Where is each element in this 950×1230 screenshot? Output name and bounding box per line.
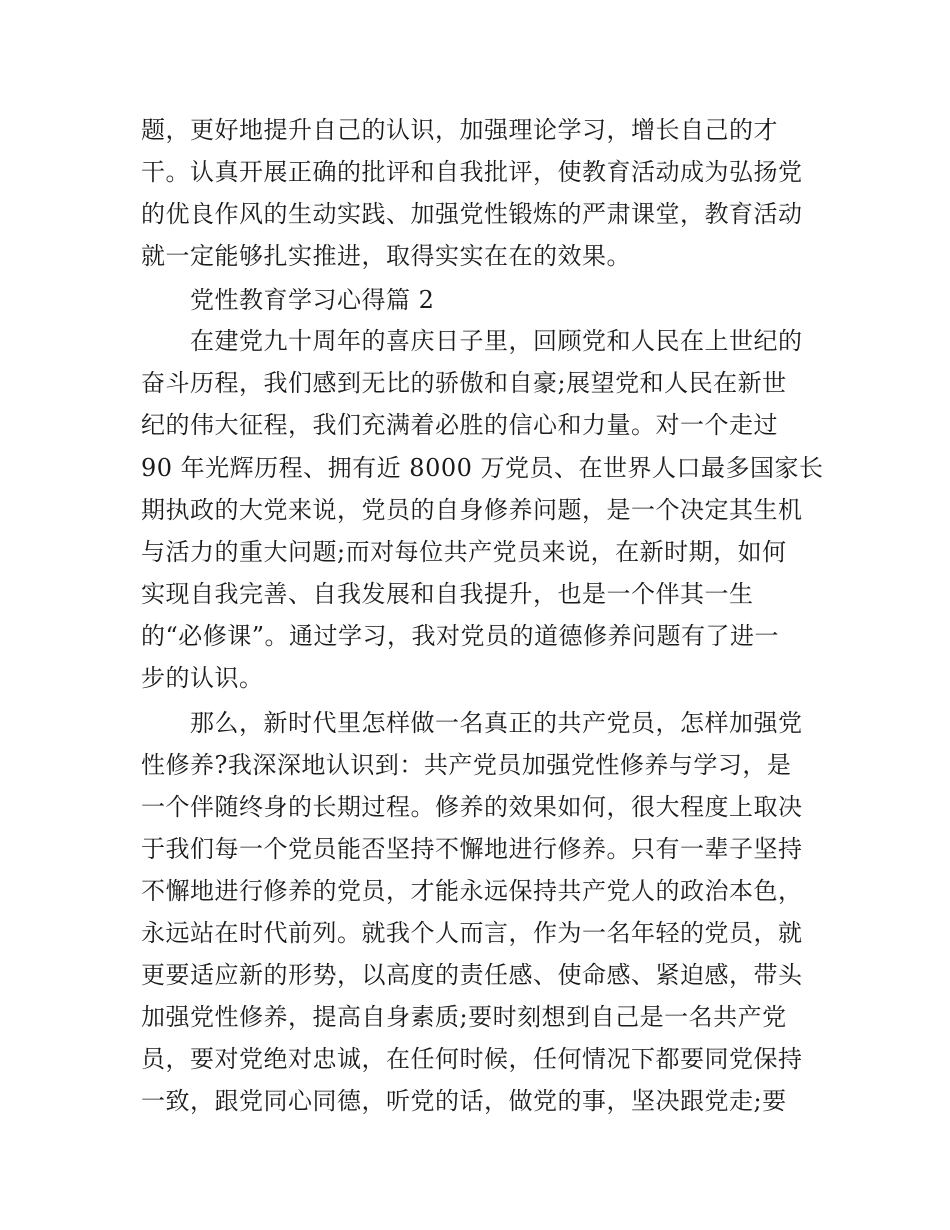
- section-heading: 党性教育学习心得篇 2: [190, 286, 435, 314]
- paragraph-line: 题，更好地提升自己的认识，加强理论学习，增长自己的才: [141, 116, 778, 144]
- paragraph-line: 员，要对党绝对忠诚，在任何时候，任何情况下都要同党保持: [141, 1045, 803, 1073]
- paragraph-line: 就一定能够扎实推进，取得实实在在的效果。: [141, 242, 631, 270]
- paragraph-line: 的“必修课”。通过学习，我对党员的道德修养问题有了进一: [141, 622, 780, 650]
- paragraph-line: 一致，跟党同心同德，听党的话，做党的事，坚决跟党走;要: [141, 1087, 787, 1115]
- paragraph-line: 奋斗历程，我们感到无比的骄傲和自豪;展望党和人民在新世: [141, 369, 787, 397]
- paragraph-line: 永远站在时代前列。就我个人而言，作为一名年轻的党员，就: [141, 919, 803, 947]
- paragraph-line: 期执政的大党来说，党员的自身修养问题，是一个决定其生机: [141, 496, 803, 524]
- paragraph-line: 性修养?我深深地认识到：共产党员加强党性修养与学习，是: [141, 751, 792, 779]
- paragraph-line: 的优良作风的生动实践、加强党性锻炼的严肃课堂，教育活动: [141, 200, 803, 228]
- paragraph-line: 干。认真开展正确的批评和自我批评，使教育活动成为弘扬党: [141, 158, 803, 186]
- paragraph-line: 不懈地进行修养的党员，才能永远保持共产党人的政治本色，: [141, 877, 803, 905]
- paragraph-line: 实现自我完善、自我发展和自我提升，也是一个伴其一生: [141, 580, 754, 608]
- paragraph-line: 步的认识。: [141, 664, 264, 692]
- paragraph-line: 纪的伟大征程，我们充满着必胜的信心和力量。对一个走过: [141, 411, 778, 439]
- paragraph-line: 一个伴随终身的长期过程。修养的效果如何，很大程度上取决: [141, 793, 803, 821]
- paragraph-line: 90 年光辉历程、拥有近 8000 万党员、在世界人口最多国家长: [141, 454, 824, 482]
- paragraph-line: 于我们每一个党员能否坚持不懈地进行修养。只有一辈子坚持: [141, 835, 803, 863]
- paragraph-line: 那么，新时代里怎样做一名真正的共产党员，怎样加强党: [190, 709, 803, 737]
- paragraph-line: 在建党九十周年的喜庆日子里，回顾党和人民在上世纪的: [190, 327, 803, 355]
- paragraph-line: 更要适应新的形势，以高度的责任感、使命感、紧迫感，带头: [141, 961, 803, 989]
- paragraph-line: 加强党性修养，提高自身素质;要时刻想到自己是一名共产党: [141, 1003, 787, 1031]
- paragraph-line: 与活力的重大问题;而对每位共产党员来说，在新时期，如何: [141, 538, 787, 566]
